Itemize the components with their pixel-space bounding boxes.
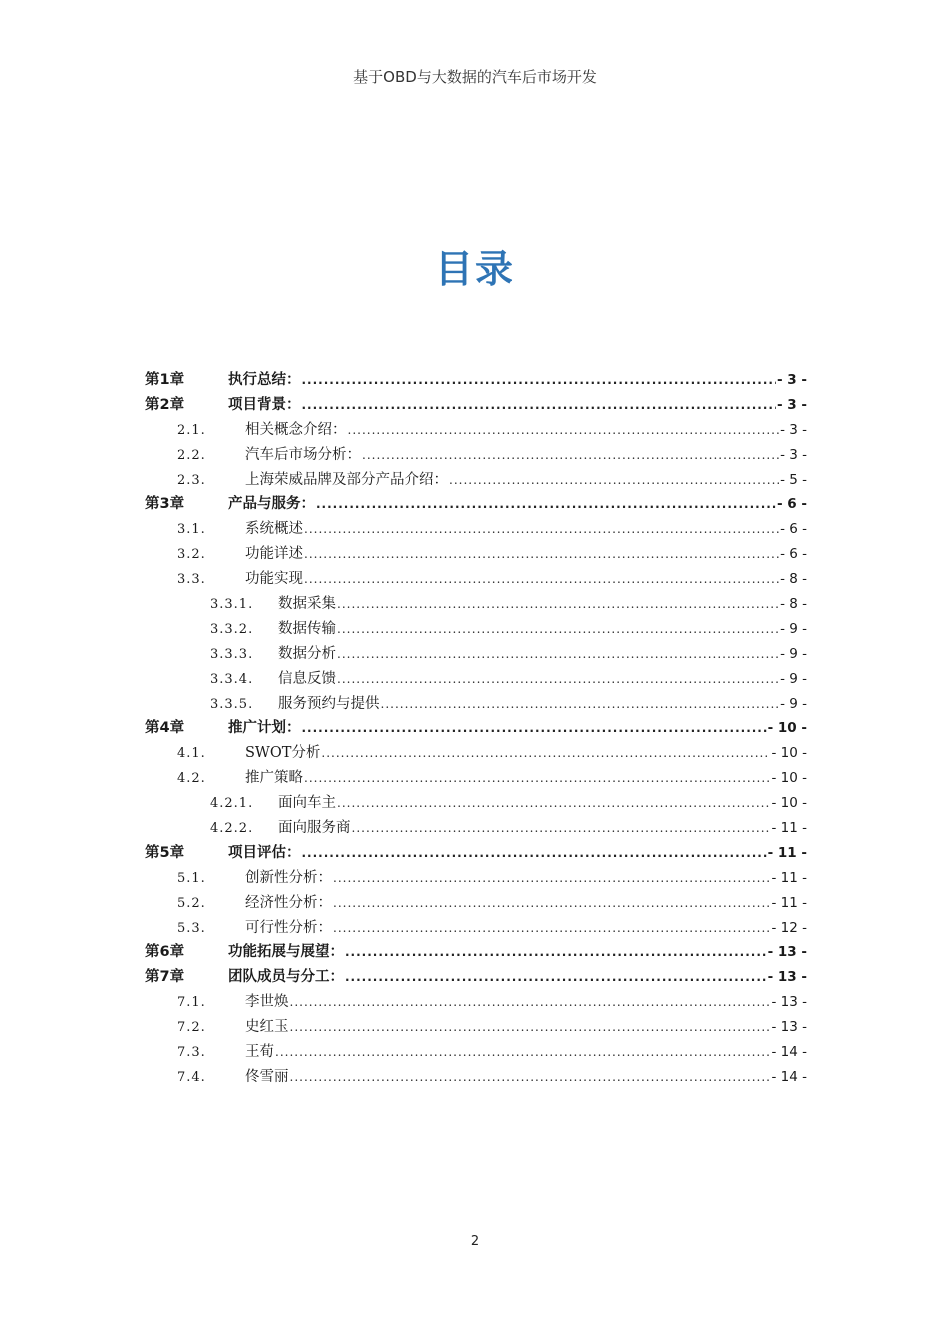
dot-leader: [449, 473, 779, 487]
dot-leader: [337, 647, 779, 661]
toc-entry[interactable]: [145, 592, 807, 617]
toc-entry-number: 3.3.5.: [210, 696, 254, 712]
toc-entry[interactable]: [145, 965, 807, 990]
dot-leader: [333, 921, 770, 935]
toc-entry-page: - 11 -: [771, 894, 807, 911]
toc-entry-number: 4.2.1.: [210, 796, 254, 812]
toc-entry-page: - 11 -: [771, 869, 807, 886]
toc-entry-title: 经济性分析：: [245, 894, 332, 911]
toc-entry-title: 数据传输: [278, 620, 336, 637]
toc-entry-page: - 6 -: [777, 496, 807, 513]
toc-entry-title: 可行性分析：: [245, 919, 332, 936]
toc-entry-page: - 11 -: [771, 820, 807, 837]
toc-entry-page: - 5 -: [780, 471, 807, 488]
toc-entry-number: 2.3.: [177, 472, 206, 488]
dot-leader: [337, 622, 779, 636]
toc-entry-page: - 14 -: [771, 1068, 807, 1085]
running-header: 基于OBD与大数据的汽车后市场开发: [353, 68, 597, 86]
toc-entry-page: - 3 -: [780, 446, 807, 463]
toc-entry-title: 史红玉: [245, 1019, 289, 1036]
toc-entry-number: 5.2.: [177, 895, 206, 911]
toc-entry[interactable]: [145, 940, 807, 965]
toc-entry-title: 上海荣威品牌及部分产品介绍：: [245, 471, 448, 488]
toc-entry[interactable]: [145, 418, 807, 443]
toc-entry[interactable]: [145, 468, 807, 493]
toc-entry-page: - 10 -: [771, 795, 807, 812]
toc-entry-page: - 10 -: [771, 770, 807, 787]
dot-leader: [316, 497, 776, 511]
toc-entry-page: - 3 -: [777, 372, 807, 388]
toc-entry-page: - 11 -: [767, 844, 807, 861]
dot-leader: [337, 796, 770, 810]
dot-leader: [337, 672, 779, 686]
toc-entry-title: 信息反馈: [278, 670, 336, 687]
dot-leader: [321, 746, 770, 760]
toc-entry[interactable]: [145, 741, 807, 766]
toc-entry[interactable]: [145, 393, 807, 418]
toc-entry[interactable]: [145, 617, 807, 642]
toc-entry-number: 3.1.: [177, 522, 206, 538]
toc-entry-page: - 12 -: [771, 919, 807, 936]
dot-leader: [302, 721, 767, 735]
toc-entry-page: - 8 -: [780, 596, 807, 613]
toc-entry-number: 第1章: [145, 372, 185, 388]
toc-entry[interactable]: [145, 492, 807, 517]
toc-entry-number: 5.3.: [177, 920, 206, 936]
toc-entry-title: 面向车主: [278, 795, 336, 812]
dot-leader: [345, 945, 767, 959]
dot-leader: [302, 398, 777, 412]
toc-entry-title: 佟雪丽: [245, 1068, 289, 1085]
toc-entry-title: 数据分析: [278, 645, 336, 662]
toc-entry-number: 3.2.: [177, 547, 206, 563]
toc-entry-number: 2.1.: [177, 422, 206, 438]
toc-entry-number: 4.2.: [177, 771, 206, 787]
table-of-contents: [145, 368, 807, 1090]
toc-entry-number: 3.3.1.: [210, 597, 254, 613]
dot-leader: [275, 1045, 770, 1059]
dot-leader: [290, 1020, 771, 1034]
toc-entry[interactable]: [145, 692, 807, 717]
toc-entry[interactable]: [145, 443, 807, 468]
toc-entry[interactable]: [145, 791, 807, 816]
toc-entry-number: 2.2.: [177, 447, 206, 463]
toc-entry[interactable]: [145, 542, 807, 567]
toc-entry-number: 3.3.2.: [210, 621, 254, 637]
toc-entry[interactable]: [145, 368, 807, 393]
toc-entry-number: 第7章: [145, 969, 185, 986]
toc-entry-title: 推广策略: [245, 770, 303, 787]
toc-entry-page: - 13 -: [771, 1019, 807, 1036]
toc-entry-title: 面向服务商: [278, 820, 351, 837]
toc-entry-page: - 8 -: [780, 571, 807, 588]
toc-entry[interactable]: [145, 716, 807, 741]
page-title: 目录: [434, 247, 515, 291]
toc-entry-number: 7.2.: [177, 1020, 206, 1036]
toc-entry-title: 相关概念介绍：: [245, 421, 347, 438]
toc-entry-page: - 13 -: [771, 994, 807, 1011]
toc-entry[interactable]: [145, 642, 807, 667]
dot-leader: [348, 423, 780, 437]
toc-entry-number: 4.2.2.: [210, 821, 254, 837]
dot-leader: [345, 970, 767, 984]
toc-entry-number: 4.1.: [177, 746, 206, 762]
toc-entry[interactable]: [145, 1015, 807, 1040]
toc-entry-title: 执行总结：: [228, 372, 301, 388]
toc-entry-number: 7.4.: [177, 1069, 206, 1085]
toc-entry-title: 系统概述: [245, 521, 303, 538]
toc-entry[interactable]: [145, 891, 807, 916]
toc-entry-number: 第4章: [145, 720, 185, 737]
toc-entry-title: 推广计划：: [228, 720, 301, 737]
dot-leader: [302, 373, 777, 387]
dot-leader: [352, 821, 771, 835]
toc-entry-title: 团队成员与分工：: [228, 969, 344, 986]
toc-entry-title: 汽车后市场分析：: [245, 446, 361, 463]
toc-entry[interactable]: [145, 816, 807, 841]
toc-entry[interactable]: [145, 990, 807, 1015]
dot-leader: [304, 522, 779, 536]
toc-entry-number: 3.3.: [177, 572, 206, 588]
toc-entry-number: 5.1.: [177, 870, 206, 886]
toc-entry[interactable]: [145, 1065, 807, 1090]
dot-leader: [337, 597, 779, 611]
toc-entry-page: - 6 -: [780, 521, 807, 538]
dot-leader: [333, 871, 770, 885]
toc-entry-number: 7.3.: [177, 1045, 206, 1061]
toc-entry-title: 功能实现: [245, 571, 303, 588]
toc-entry-page: - 9 -: [780, 670, 807, 687]
dot-leader: [304, 547, 779, 561]
dot-leader: [362, 448, 779, 462]
toc-entry-page: - 10 -: [771, 745, 807, 762]
dot-leader: [304, 771, 770, 785]
toc-entry[interactable]: [145, 866, 807, 891]
toc-entry-title: 项目评估：: [228, 844, 301, 861]
toc-entry-page: - 9 -: [780, 620, 807, 637]
toc-entry-title: SWOT分析: [245, 745, 321, 762]
dot-leader: [290, 1070, 771, 1084]
toc-entry-number: 第6章: [145, 944, 185, 961]
toc-entry-number: 7.1.: [177, 995, 206, 1011]
toc-entry-title: 功能详述: [245, 546, 303, 563]
toc-entry-page: - 10 -: [767, 720, 807, 737]
toc-entry-number: 第5章: [145, 844, 185, 861]
toc-entry-title: 李世焕: [245, 994, 289, 1011]
toc-entry-number: 第2章: [145, 396, 185, 413]
toc-entry[interactable]: [145, 667, 807, 692]
toc-entry-title: 项目背景：: [228, 396, 301, 413]
toc-entry-number: 3.3.3.: [210, 646, 254, 662]
toc-entry[interactable]: [145, 766, 807, 791]
dot-leader: [381, 697, 780, 711]
toc-entry-page: - 13 -: [767, 969, 807, 986]
toc-entry-title: 功能拓展与展望：: [228, 944, 344, 961]
dot-leader: [304, 572, 779, 586]
toc-entry-title: 数据采集: [278, 596, 336, 613]
toc-entry-title: 服务预约与提供: [278, 695, 380, 712]
toc-entry-page: - 9 -: [780, 645, 807, 662]
toc-entry-number: 3.3.4.: [210, 671, 254, 687]
toc-entry-title: 产品与服务：: [228, 496, 315, 513]
dot-leader: [333, 896, 770, 910]
toc-entry-title: 创新性分析：: [245, 869, 332, 886]
toc-entry-number: 第3章: [145, 496, 185, 513]
dot-leader: [290, 995, 771, 1009]
toc-entry[interactable]: [145, 916, 807, 941]
toc-entry-page: - 6 -: [780, 546, 807, 563]
toc-entry-page: - 3 -: [777, 396, 807, 413]
toc-entry-page: - 9 -: [780, 695, 807, 712]
toc-entry[interactable]: [145, 841, 807, 866]
dot-leader: [302, 846, 767, 860]
toc-entry[interactable]: [145, 567, 807, 592]
toc-entry[interactable]: [145, 1040, 807, 1065]
toc-entry-page: - 14 -: [771, 1044, 807, 1061]
page-number: 2: [470, 1234, 480, 1249]
toc-entry-title: 王荀: [245, 1044, 274, 1061]
toc-entry[interactable]: [145, 517, 807, 542]
toc-entry-page: - 13 -: [767, 944, 807, 961]
toc-entry-page: - 3 -: [780, 421, 807, 438]
